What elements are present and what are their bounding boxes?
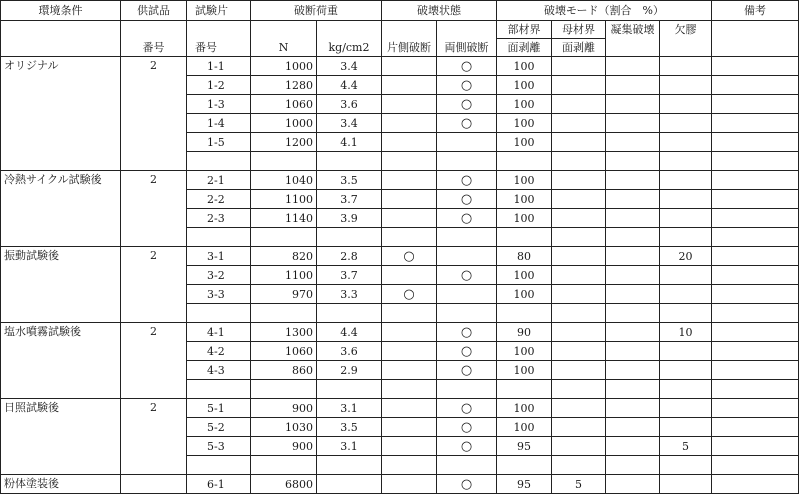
header-remarks: 備考 — [712, 1, 799, 21]
remarks — [712, 361, 799, 380]
load-kg: 3.5 — [317, 171, 382, 190]
mode-cohesive — [606, 247, 660, 266]
mode-void — [660, 171, 712, 190]
specimen-id: 4-1 — [187, 323, 251, 342]
specimen-id: 1-2 — [187, 76, 251, 95]
both-sides-mark — [437, 133, 497, 152]
blank-cell — [552, 304, 606, 323]
mode-cohesive — [606, 190, 660, 209]
both-sides-mark: ○ — [437, 266, 497, 285]
table-row — [1, 171, 799, 190]
header-one-side: 片側破断 — [382, 21, 437, 57]
load-n: 1280 — [251, 76, 317, 95]
blank-cell — [437, 152, 497, 171]
header-load: 破断荷重 — [251, 1, 382, 21]
remarks — [712, 209, 799, 228]
header-specimen: 試験片 — [187, 1, 251, 21]
specimen-id: 2-2 — [187, 190, 251, 209]
load-kg: 3.7 — [317, 190, 382, 209]
header-row-2 — [1, 21, 799, 39]
header-fracture-state: 破壊状態 — [382, 1, 497, 21]
remarks — [712, 418, 799, 437]
mode-base — [552, 399, 606, 418]
load-n: 1200 — [251, 133, 317, 152]
blank-cell — [497, 152, 552, 171]
header-condition: 環境条件 — [1, 1, 121, 21]
specimen-id: 4-3 — [187, 361, 251, 380]
header-sample-no: 番号 — [121, 21, 187, 57]
blank-cell — [552, 228, 606, 247]
blank-cell — [712, 228, 799, 247]
condition-cell: 振動試験後 — [1, 247, 121, 323]
one-side-mark — [382, 323, 437, 342]
blank-cell — [437, 228, 497, 247]
both-sides-mark — [437, 247, 497, 266]
mode-base — [552, 342, 606, 361]
mode-base — [552, 418, 606, 437]
blank-cell — [382, 304, 437, 323]
mode-void — [660, 209, 712, 228]
both-sides-mark: ○ — [437, 437, 497, 456]
specimen-id: 3-3 — [187, 285, 251, 304]
specimen-id: 3-1 — [187, 247, 251, 266]
mode-part: 100 — [497, 76, 552, 95]
mode-part: 100 — [497, 418, 552, 437]
mode-void — [660, 342, 712, 361]
mode-cohesive — [606, 323, 660, 342]
load-kg: 3.6 — [317, 342, 382, 361]
load-kg: 3.4 — [317, 57, 382, 76]
blank-cell — [606, 152, 660, 171]
load-n: 970 — [251, 285, 317, 304]
one-side-mark — [382, 266, 437, 285]
blank-cell — [382, 380, 437, 399]
remarks — [712, 76, 799, 95]
specimen-id: 1-5 — [187, 133, 251, 152]
mode-void — [660, 399, 712, 418]
header-mode-void: 欠膠 — [660, 21, 712, 57]
mode-void — [660, 133, 712, 152]
mode-part: 95 — [497, 437, 552, 456]
specimen-id: 6-1 — [187, 475, 251, 494]
mode-void — [660, 361, 712, 380]
mode-void — [660, 285, 712, 304]
blank-cell — [497, 304, 552, 323]
specimen-id: 1-1 — [187, 57, 251, 76]
blank-cell — [660, 380, 712, 399]
mode-base — [552, 361, 606, 380]
one-side-mark: ○ — [382, 247, 437, 266]
blank-cell — [437, 304, 497, 323]
mode-void — [660, 418, 712, 437]
remarks — [712, 266, 799, 285]
blank-cell — [317, 304, 382, 323]
blank-cell — [251, 152, 317, 171]
mode-base — [552, 95, 606, 114]
mode-base — [552, 190, 606, 209]
mode-void — [660, 76, 712, 95]
blank-cell — [712, 152, 799, 171]
one-side-mark — [382, 361, 437, 380]
mode-void — [660, 95, 712, 114]
header-remarks-blank — [712, 21, 799, 57]
one-side-mark — [382, 114, 437, 133]
table-row — [1, 475, 799, 494]
blank-cell — [317, 380, 382, 399]
header-row-1 — [1, 1, 799, 21]
both-sides-mark: ○ — [437, 475, 497, 494]
one-side-mark — [382, 399, 437, 418]
mode-base — [552, 76, 606, 95]
mode-void — [660, 475, 712, 494]
load-kg: 4.4 — [317, 76, 382, 95]
both-sides-mark: ○ — [437, 95, 497, 114]
mode-void — [660, 266, 712, 285]
load-kg: 4.4 — [317, 323, 382, 342]
mode-part: 100 — [497, 190, 552, 209]
both-sides-mark: ○ — [437, 76, 497, 95]
mode-part: 100 — [497, 266, 552, 285]
load-n: 1100 — [251, 190, 317, 209]
mode-base — [552, 209, 606, 228]
header-specimen-no: 番号 — [187, 21, 251, 57]
remarks — [712, 342, 799, 361]
table-row — [1, 399, 799, 418]
blank-cell — [317, 152, 382, 171]
blank-cell — [317, 456, 382, 475]
sample-number-cell: 2 — [121, 323, 187, 399]
blank-cell — [712, 304, 799, 323]
mode-void: 10 — [660, 323, 712, 342]
load-n: 1030 — [251, 418, 317, 437]
mode-base — [552, 266, 606, 285]
header-mode: 破壊モード（割合 %） — [497, 1, 712, 21]
specimen-id: 1-4 — [187, 114, 251, 133]
both-sides-mark: ○ — [437, 114, 497, 133]
one-side-mark — [382, 475, 437, 494]
table-row — [1, 57, 799, 76]
mode-cohesive — [606, 266, 660, 285]
blank-cell — [187, 152, 251, 171]
specimen-id: 4-2 — [187, 342, 251, 361]
blank-cell — [606, 304, 660, 323]
mode-part: 100 — [497, 114, 552, 133]
load-n: 1060 — [251, 342, 317, 361]
blank-cell — [497, 228, 552, 247]
mode-part: 100 — [497, 133, 552, 152]
sample-number-cell: 2 — [121, 399, 187, 475]
sample-number-cell: 2 — [121, 247, 187, 323]
both-sides-mark: ○ — [437, 209, 497, 228]
blank-cell — [606, 380, 660, 399]
specimen-id: 5-3 — [187, 437, 251, 456]
load-n: 900 — [251, 437, 317, 456]
condition-cell: オリジナル — [1, 57, 121, 171]
mode-base — [552, 247, 606, 266]
mode-base — [552, 285, 606, 304]
mode-part: 100 — [497, 399, 552, 418]
load-kg: 2.8 — [317, 247, 382, 266]
blank-cell — [606, 228, 660, 247]
load-n: 1300 — [251, 323, 317, 342]
sample-number-cell: 2 — [121, 57, 187, 171]
table-row — [1, 323, 799, 342]
load-kg: 3.5 — [317, 418, 382, 437]
mode-cohesive — [606, 342, 660, 361]
blank-cell — [317, 228, 382, 247]
blank-cell — [606, 456, 660, 475]
load-n: 1000 — [251, 57, 317, 76]
header-mode-part-l2: 面剥離 — [497, 39, 552, 57]
both-sides-mark — [437, 285, 497, 304]
mode-cohesive — [606, 76, 660, 95]
mode-void: 20 — [660, 247, 712, 266]
one-side-mark: ○ — [382, 285, 437, 304]
header-both-sides: 両側破断 — [437, 21, 497, 57]
table-body — [1, 1, 799, 494]
blank-cell — [552, 456, 606, 475]
load-n: 820 — [251, 247, 317, 266]
specimen-id: 5-2 — [187, 418, 251, 437]
one-side-mark — [382, 437, 437, 456]
mode-part: 100 — [497, 95, 552, 114]
mode-cohesive — [606, 361, 660, 380]
load-kg: 4.1 — [317, 133, 382, 152]
both-sides-mark: ○ — [437, 323, 497, 342]
blank-cell — [382, 228, 437, 247]
both-sides-mark: ○ — [437, 171, 497, 190]
mode-void — [660, 190, 712, 209]
load-n: 1100 — [251, 266, 317, 285]
remarks — [712, 190, 799, 209]
blank-cell — [187, 456, 251, 475]
blank-cell — [712, 456, 799, 475]
load-kg: 3.3 — [317, 285, 382, 304]
blank-cell — [187, 304, 251, 323]
one-side-mark — [382, 190, 437, 209]
mode-cohesive — [606, 418, 660, 437]
header-condition-blank — [1, 21, 121, 57]
mode-base — [552, 114, 606, 133]
mode-base — [552, 133, 606, 152]
condition-cell: 塩水噴霧試験後 — [1, 323, 121, 399]
remarks — [712, 285, 799, 304]
specimen-id: 1-3 — [187, 95, 251, 114]
blank-cell — [187, 228, 251, 247]
load-n: 860 — [251, 361, 317, 380]
mode-cohesive — [606, 114, 660, 133]
mode-part: 100 — [497, 57, 552, 76]
blank-cell — [382, 152, 437, 171]
blank-cell — [712, 380, 799, 399]
both-sides-mark: ○ — [437, 418, 497, 437]
load-kg: 3.6 — [317, 95, 382, 114]
header-mode-cohesive: 凝集破壊 — [606, 21, 660, 57]
one-side-mark — [382, 133, 437, 152]
header-sample: 供試品 — [121, 1, 187, 21]
condition-cell: 粉体塗装後 — [1, 475, 121, 494]
blank-cell — [497, 380, 552, 399]
remarks — [712, 171, 799, 190]
load-n: 1060 — [251, 95, 317, 114]
one-side-mark — [382, 171, 437, 190]
load-kg: 3.1 — [317, 437, 382, 456]
load-n: 6800 — [251, 475, 317, 494]
specimen-id: 5-1 — [187, 399, 251, 418]
header-mode-base-l2: 面剥離 — [552, 39, 606, 57]
specimen-id: 2-1 — [187, 171, 251, 190]
blank-cell — [660, 228, 712, 247]
mode-cohesive — [606, 57, 660, 76]
load-kg — [317, 475, 382, 494]
blank-cell — [437, 456, 497, 475]
blank-cell — [187, 380, 251, 399]
mode-cohesive — [606, 209, 660, 228]
header-mode-base-l1: 母材界 — [552, 21, 606, 39]
mode-cohesive — [606, 475, 660, 494]
mode-part: 95 — [497, 475, 552, 494]
mode-void: 5 — [660, 437, 712, 456]
both-sides-mark: ○ — [437, 57, 497, 76]
mode-part: 90 — [497, 323, 552, 342]
mode-cohesive — [606, 133, 660, 152]
blank-cell — [660, 304, 712, 323]
mode-base — [552, 323, 606, 342]
mode-part: 100 — [497, 361, 552, 380]
condition-cell: 冷熱サイクル試験後 — [1, 171, 121, 247]
blank-cell — [251, 456, 317, 475]
condition-cell: 日照試験後 — [1, 399, 121, 475]
mode-part: 100 — [497, 171, 552, 190]
mode-void — [660, 114, 712, 133]
load-kg: 3.4 — [317, 114, 382, 133]
mode-part: 100 — [497, 285, 552, 304]
mode-base — [552, 437, 606, 456]
remarks — [712, 247, 799, 266]
load-kg: 3.7 — [317, 266, 382, 285]
sample-number-cell — [121, 475, 187, 494]
specimen-id: 3-2 — [187, 266, 251, 285]
mode-cohesive — [606, 285, 660, 304]
one-side-mark — [382, 95, 437, 114]
remarks — [712, 323, 799, 342]
load-kg: 3.1 — [317, 399, 382, 418]
remarks — [712, 399, 799, 418]
load-kg: 3.9 — [317, 209, 382, 228]
remarks — [712, 475, 799, 494]
both-sides-mark: ○ — [437, 342, 497, 361]
load-n: 1000 — [251, 114, 317, 133]
one-side-mark — [382, 342, 437, 361]
blank-cell — [497, 456, 552, 475]
mode-void — [660, 57, 712, 76]
load-n: 1140 — [251, 209, 317, 228]
blank-cell — [251, 228, 317, 247]
both-sides-mark: ○ — [437, 399, 497, 418]
sample-number-cell: 2 — [121, 171, 187, 247]
blank-cell — [660, 152, 712, 171]
both-sides-mark: ○ — [437, 190, 497, 209]
remarks — [712, 437, 799, 456]
blank-cell — [251, 380, 317, 399]
one-side-mark — [382, 209, 437, 228]
blank-cell — [660, 456, 712, 475]
mode-base: 5 — [552, 475, 606, 494]
header-load-n: N — [251, 21, 317, 57]
mode-cohesive — [606, 95, 660, 114]
blank-cell — [552, 380, 606, 399]
mode-cohesive — [606, 171, 660, 190]
load-n: 1040 — [251, 171, 317, 190]
remarks — [712, 95, 799, 114]
load-n: 900 — [251, 399, 317, 418]
blank-cell — [382, 456, 437, 475]
remarks — [712, 133, 799, 152]
header-mode-part-l1: 部材界 — [497, 21, 552, 39]
blank-cell — [251, 304, 317, 323]
one-side-mark — [382, 418, 437, 437]
load-kg: 2.9 — [317, 361, 382, 380]
mode-cohesive — [606, 437, 660, 456]
one-side-mark — [382, 76, 437, 95]
mode-part: 100 — [497, 342, 552, 361]
mode-cohesive — [606, 399, 660, 418]
mode-part: 80 — [497, 247, 552, 266]
blank-cell — [437, 380, 497, 399]
header-load-kg: kg/cm2 — [317, 21, 382, 57]
specimen-id: 2-3 — [187, 209, 251, 228]
mode-part: 100 — [497, 209, 552, 228]
blank-cell — [552, 152, 606, 171]
both-sides-mark: ○ — [437, 361, 497, 380]
remarks — [712, 57, 799, 76]
table-row — [1, 247, 799, 266]
remarks — [712, 114, 799, 133]
one-side-mark — [382, 57, 437, 76]
mode-base — [552, 57, 606, 76]
mode-base — [552, 171, 606, 190]
